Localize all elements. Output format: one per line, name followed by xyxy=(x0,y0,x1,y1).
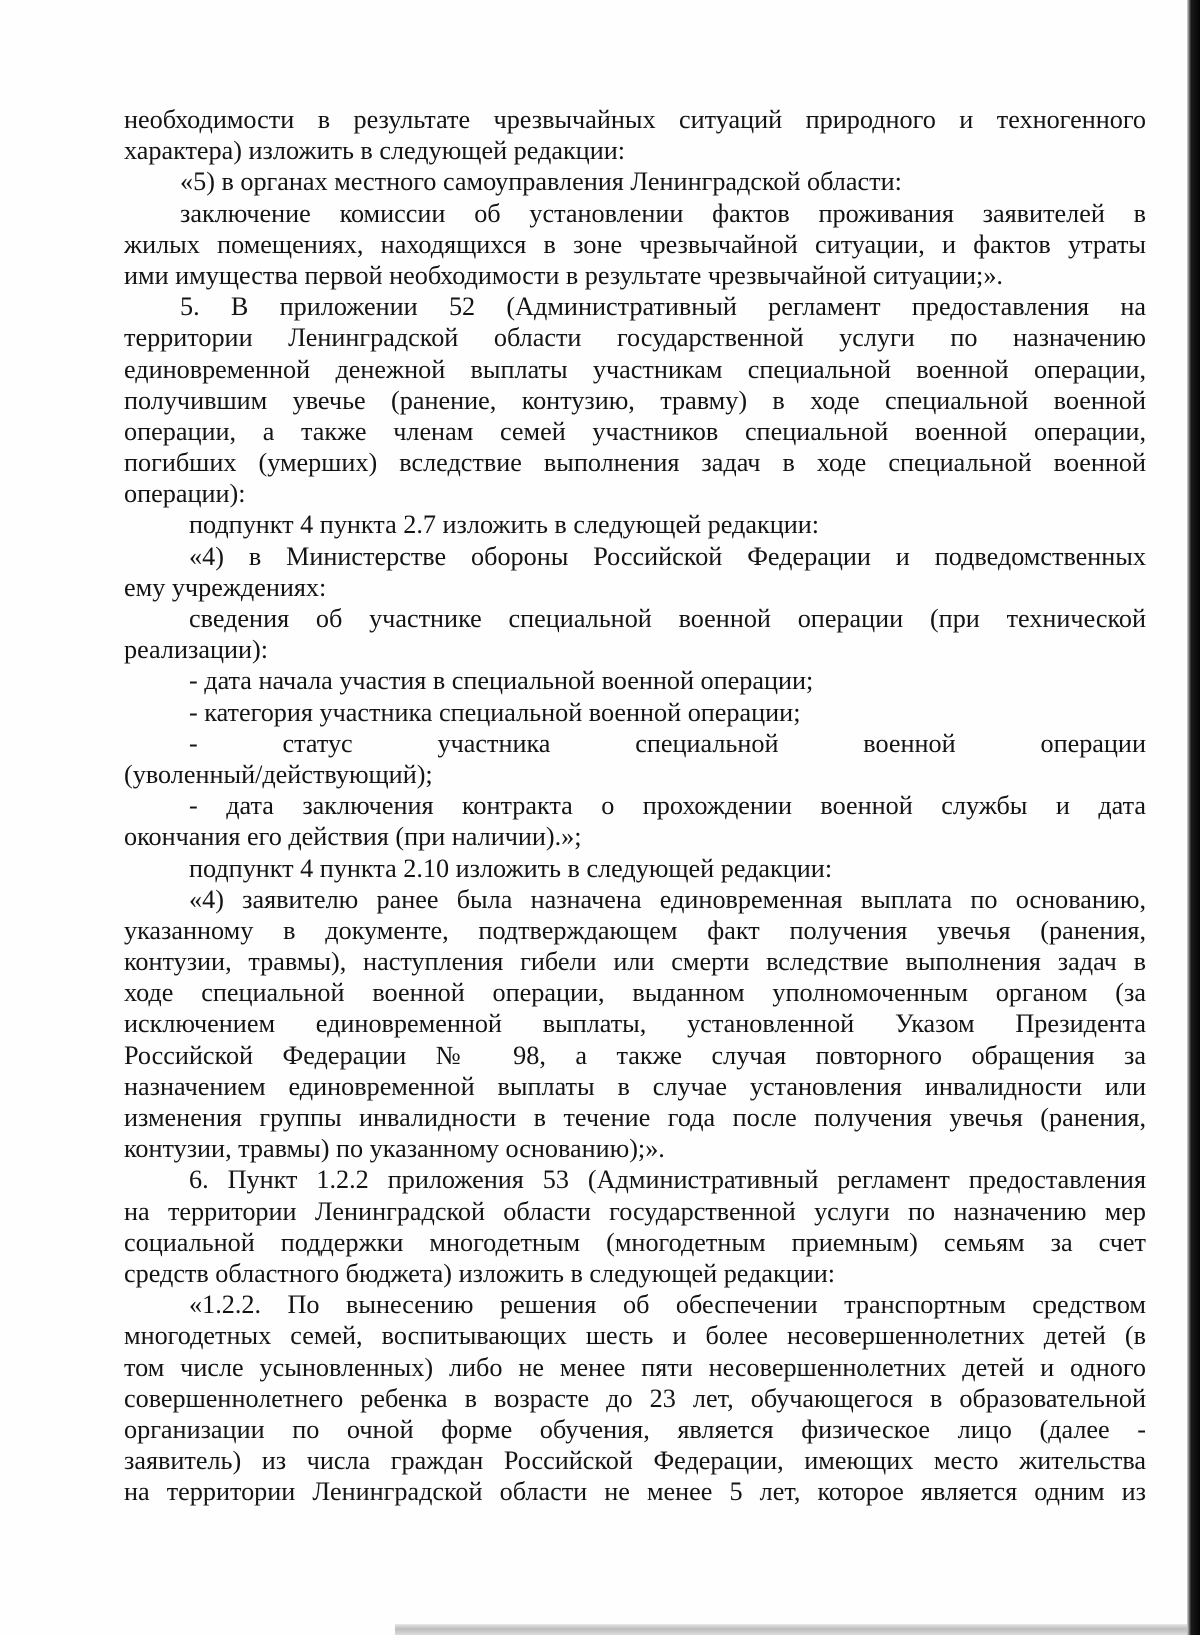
text-line-6: ими имущества первой необходимости в результате чрезвычайной ситуации;». xyxy=(124,260,1003,290)
text-line-34: контузии, травмы) по указанному основанию);». xyxy=(124,1134,665,1164)
text-line-39: «1.2.2. По вынесению решения об обеспечении транспортным средством xyxy=(189,1290,1146,1320)
text-line-21 xyxy=(124,728,1146,759)
text-line-4: заключение комиссии об установлении фактов проживания заявителей в xyxy=(180,198,1146,228)
text-line-29: ходе специальной военной операции, выданном уполномоченным органом (за xyxy=(124,978,1146,1008)
text-line-13: операции): xyxy=(124,479,246,509)
text-line-23: - дата заключения контракта о прохождении военной службы и дата xyxy=(189,791,1146,821)
text-line-30: исключением единовременной выплаты, установленной Указом Президента xyxy=(124,1009,1146,1039)
text-line-1: необходимости в результате чрезвычайных ситуаций природного и техногенного xyxy=(124,105,1146,134)
split-word-3: участника xyxy=(437,728,551,758)
text-line-9: единовременной денежной выплаты участникам специальной военной операции, xyxy=(124,354,1146,384)
text-line-38: средств областного бюджета) изложить в следующей редакции: xyxy=(124,1258,836,1288)
text-line-14: подпункт 4 пункта 2.7 изложить в следующей редакции: xyxy=(189,510,820,540)
text-line-22: (уволенный/действующий); xyxy=(124,759,433,789)
scan-bottom-shadow xyxy=(395,1624,1187,1635)
split-word-1: - xyxy=(189,728,198,758)
text-line-19: - дата начала участия в специальной военной операции; xyxy=(189,666,814,696)
text-line-11: операции, а также членам семей участников специальной военной операции, xyxy=(124,416,1146,446)
text-line-24: окончания его действия (при наличии).»; xyxy=(124,822,582,852)
text-line-40: многодетных семей, воспитывающих шесть и более несовершеннолетних детей (в xyxy=(124,1321,1146,1351)
text-line-26: «4) заявителю ранее была назначена единовременная выплата по основанию, xyxy=(189,884,1146,914)
text-line-45: на территории Ленинградской области не менее 5 лет, которое является одним из xyxy=(124,1477,1146,1507)
text-line-33: изменения группы инвалидности в течение года после получения увечья (ранения, xyxy=(124,1103,1146,1132)
text-line-35: 6. Пункт 1.2.2 приложения 53 (Административный регламент предоставления xyxy=(189,1165,1146,1195)
scan-edge-shadow xyxy=(1187,0,1200,1635)
text-line-41: том числе усыновленных) либо не менее пяти несовершеннолетних детей и одного xyxy=(124,1352,1146,1382)
split-word-2: статус xyxy=(282,728,353,758)
text-line-15: «4) в Министерстве обороны Российской Федерации и подведомственных xyxy=(189,541,1146,571)
text-line-43: организации по очной форме обучения, является физическое лицо (далее - xyxy=(124,1414,1146,1444)
text-line-10: получившим увечье (ранение, контузию, травму) в ходе специальной военной xyxy=(124,385,1146,415)
text-line-37: социальной поддержки многодетным (многодетным приемным) семьям за счет xyxy=(124,1227,1146,1257)
text-line-5: жилых помещениях, находящихся в зоне чрезвычайной ситуации, и фактов утраты xyxy=(124,229,1146,259)
text-line-44: заявитель) из числа граждан Российской Федерации, имеющих место жительства xyxy=(124,1446,1146,1476)
text-line-36: на территории Ленинградской области государственной услуги по назначению мер xyxy=(124,1196,1146,1226)
text-line-12: погибших (умерших) вследствие выполнения задач в ходе специальной военной xyxy=(124,448,1146,478)
text-line-16: ему учреждениях: xyxy=(124,572,327,602)
text-line-17: сведения об участнике специальной военной операции (при технической xyxy=(189,604,1146,633)
text-line-42: совершеннолетнего ребенка в возрасте до 23 лет, обучающегося в образовательной xyxy=(124,1383,1146,1413)
split-word-4: специальной xyxy=(635,728,779,758)
document-body xyxy=(124,104,1146,1507)
text-line-27: указанному в документе, подтверждающем факт получения увечья (ранения, xyxy=(124,915,1146,945)
text-line-25: подпункт 4 пункта 2.10 изложить в следующей редакции: xyxy=(189,853,833,883)
split-word-5: военной xyxy=(863,728,956,758)
text-line-32: назначением единовременной выплаты в случае установления инвалидности или xyxy=(124,1071,1146,1101)
text-line-18: реализации): xyxy=(124,635,268,665)
text-line-31: Российской Федерации № 98, а также случая повторного обращения за xyxy=(124,1040,1146,1070)
text-line-7: 5. В приложении 52 (Административный регламент предоставления на xyxy=(180,292,1146,322)
split-word-6: операции xyxy=(1040,728,1146,758)
text-line-28: контузии, травмы), наступления гибели или смерти вследствие выполнения задач в xyxy=(124,947,1146,977)
text-line-3: «5) в органах местного самоуправления Ленинградской области: xyxy=(180,167,902,197)
text-line-20: - категория участника специальной военной операции; xyxy=(189,697,801,727)
text-line-8: территории Ленинградской области государственной услуги по назначению xyxy=(124,323,1146,353)
text-line-2: характера) изложить в следующей редакции: xyxy=(124,136,626,166)
